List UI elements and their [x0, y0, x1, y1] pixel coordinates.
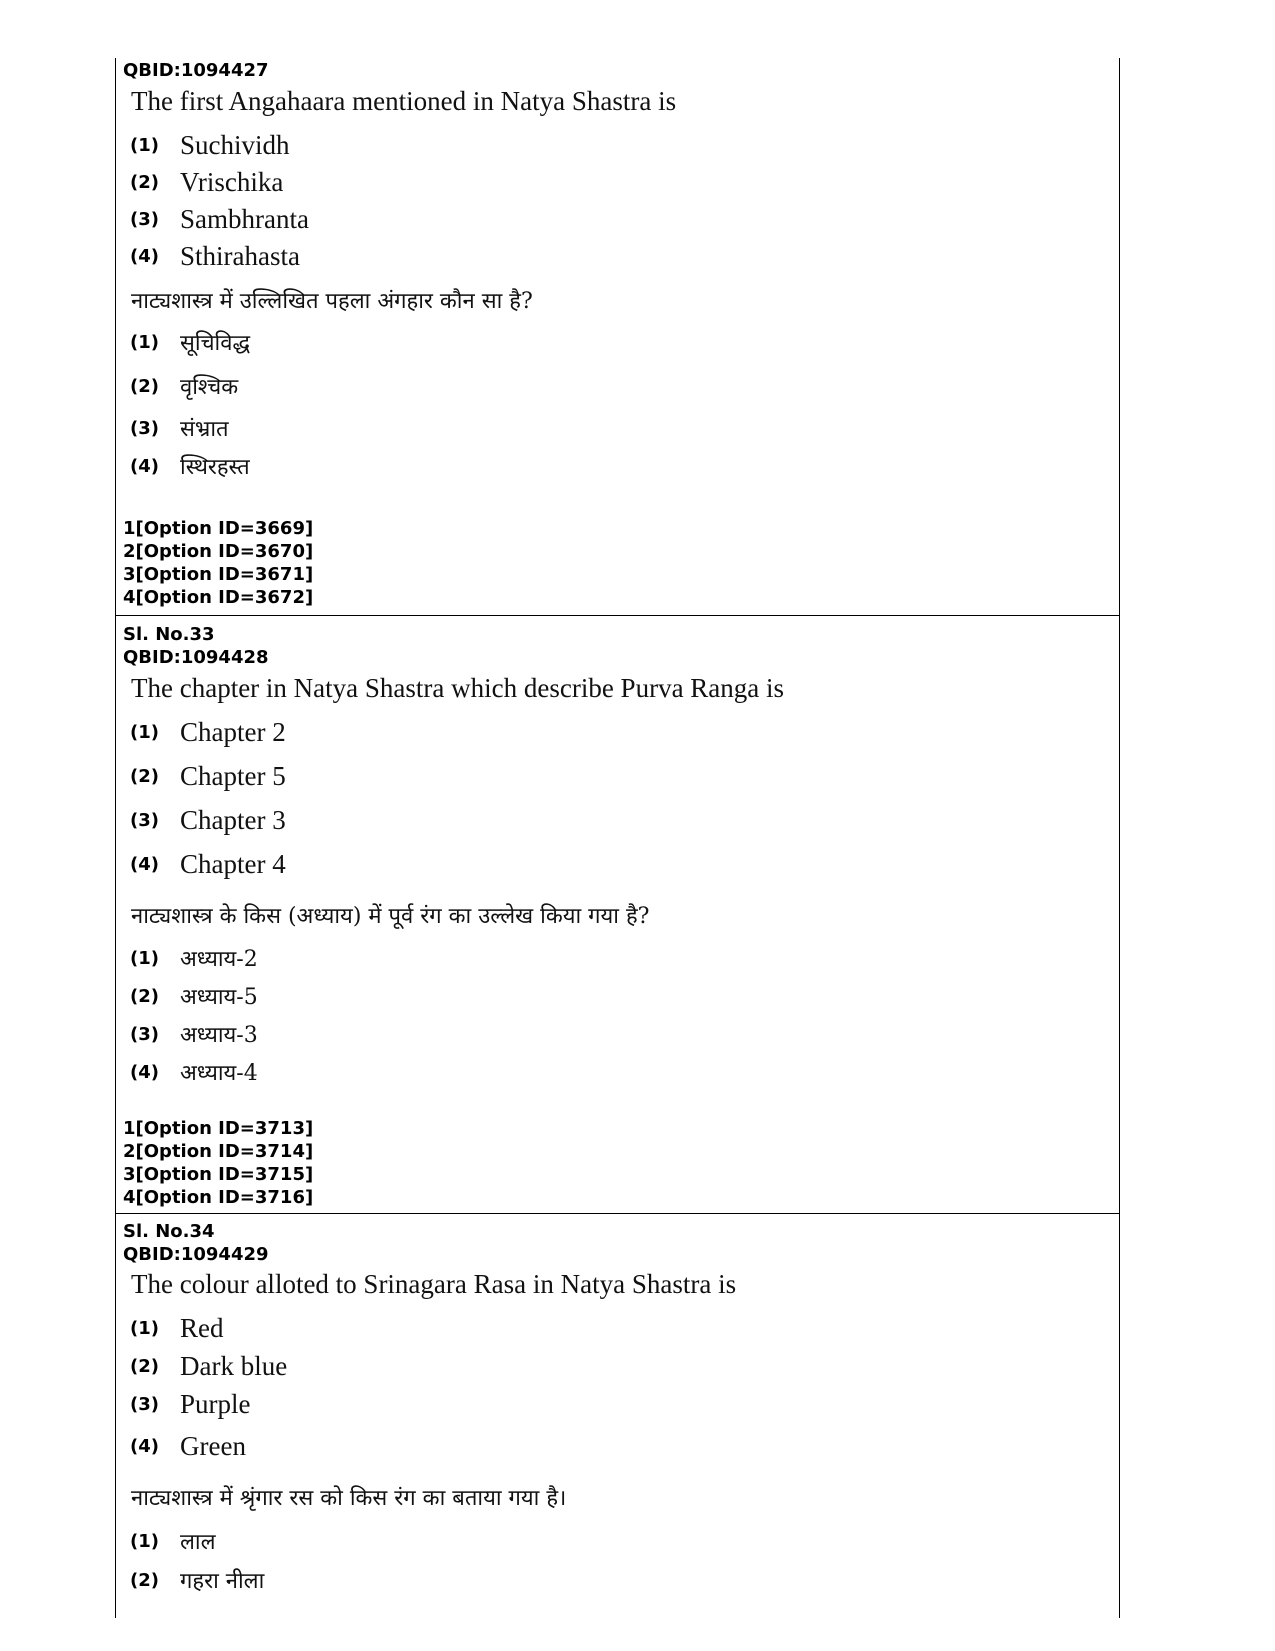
question-text-en: The chapter in Natya Shastra which describe Purva Ranga is — [131, 673, 785, 703]
option-number: (4) — [130, 1061, 159, 1083]
question-text-hi: नाट्यशास्त्र के किस (अध्याय) में पूर्व रंग का उल्लेख किया गया है? — [131, 904, 650, 929]
option-id-2: 2[Option ID=3670] — [123, 541, 314, 562]
option-number: (4) — [130, 1436, 159, 1457]
option-hi-2 — [130, 1565, 264, 1595]
option-text: Sambhranta — [180, 204, 309, 234]
option-text: Suchividh — [180, 130, 290, 160]
option-text: गहरा नीला — [180, 1569, 265, 1594]
option-text: वृश्चिक — [180, 375, 239, 400]
option-id-3: 3[Option ID=3671] — [123, 564, 314, 585]
option-number: (1) — [130, 947, 159, 969]
option-id-4: 4[Option ID=3716] — [123, 1187, 314, 1208]
option-en-3 — [130, 1389, 251, 1420]
option-text: अध्याय-2 — [180, 947, 258, 972]
option-text: Chapter 5 — [180, 761, 286, 791]
option-id-4: 4[Option ID=3672] — [123, 587, 314, 608]
option-text: Chapter 3 — [180, 805, 286, 835]
option-id-2: 2[Option ID=3714] — [123, 1141, 314, 1162]
option-text: Vrischika — [180, 167, 284, 197]
option-hi-1 — [130, 1526, 216, 1556]
option-text: अध्याय-5 — [180, 985, 258, 1010]
option-number: (1) — [130, 1318, 159, 1339]
option-text: लाल — [180, 1530, 216, 1555]
option-number: (1) — [130, 331, 159, 353]
option-id-3: 3[Option ID=3715] — [123, 1164, 314, 1185]
option-number: (1) — [130, 722, 159, 743]
option-text: Purple — [180, 1389, 251, 1419]
option-text: Chapter 2 — [180, 717, 286, 747]
option-number: (3) — [130, 810, 159, 831]
option-text: Sthirahasta — [180, 241, 300, 271]
option-number: (2) — [130, 375, 159, 397]
option-text: अध्याय-3 — [180, 1023, 258, 1048]
option-en-4 — [130, 1431, 246, 1462]
option-number: (4) — [130, 246, 159, 267]
serial-number: Sl. No.33 — [123, 624, 215, 645]
qbid-label: QBID:1094427 — [123, 60, 269, 81]
option-number: (3) — [130, 417, 159, 439]
option-number: (2) — [130, 766, 159, 787]
option-number: (1) — [130, 135, 159, 156]
option-text: Red — [180, 1313, 224, 1343]
option-id-1: 1[Option ID=3669] — [123, 518, 314, 539]
option-text: स्थिरहस्त — [180, 455, 250, 480]
option-number: (2) — [130, 172, 159, 193]
option-text: Chapter 4 — [180, 849, 286, 879]
option-en-2 — [130, 1351, 287, 1382]
option-number: (3) — [130, 1394, 159, 1415]
option-text: सूचिविद्ध — [180, 331, 251, 356]
option-number: (2) — [130, 1356, 159, 1377]
question-block-3 — [115, 0, 1120, 1620]
serial-number: Sl. No.34 — [123, 1221, 215, 1242]
question-text-hi: नाट्यशास्त्र में श्रृंगार रस को किस रंग का बताया गया है। — [131, 1486, 567, 1511]
question-text-hi: नाट्यशास्त्र में उल्लिखित पहला अंगहार कौन सा है? — [131, 289, 533, 314]
question-text-en: The colour alloted to Srinagara Rasa in Natya Shastra is — [131, 1269, 737, 1299]
option-text: Green — [180, 1431, 246, 1461]
option-number: (3) — [130, 209, 159, 230]
option-id-1: 1[Option ID=3713] — [123, 1118, 314, 1139]
option-number: (2) — [130, 1569, 159, 1591]
option-en-1 — [130, 1313, 224, 1344]
option-number: (3) — [130, 1023, 159, 1045]
option-text: अध्याय-4 — [180, 1061, 258, 1086]
option-number: (4) — [130, 455, 159, 477]
question-text-en: The first Angahaara mentioned in Natya Shastra is — [131, 86, 677, 116]
option-text: संभ्रात — [180, 417, 229, 442]
option-text: Dark blue — [180, 1351, 288, 1381]
qbid-label: QBID:1094428 — [123, 647, 269, 668]
qbid-label: QBID:1094429 — [123, 1244, 269, 1265]
option-number: (4) — [130, 854, 159, 875]
option-number: (1) — [130, 1530, 159, 1552]
option-number: (2) — [130, 985, 159, 1007]
